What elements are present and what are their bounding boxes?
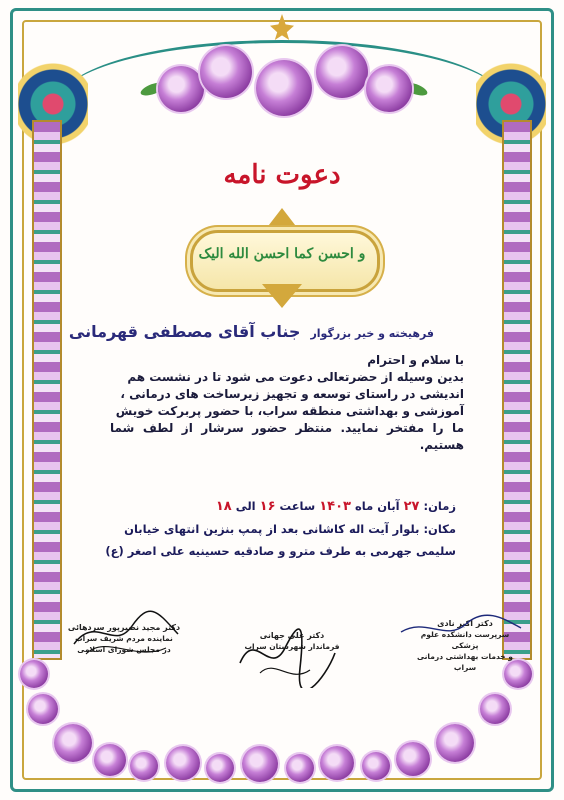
- place-line-2: سلیمی جهرمی به طرف مترو و صادقیه حسینیه علی اصغر (ع): [105, 544, 456, 558]
- flower-icon: [256, 60, 312, 116]
- signer-role: سرپرست دانشکده علوم پزشکی: [420, 630, 510, 650]
- flower-icon: [158, 66, 204, 112]
- event-time: [104, 495, 456, 518]
- flower-icon: [200, 46, 252, 98]
- hour-from: ۱۶: [259, 499, 276, 514]
- body-line: اندیشی در راستای توسعه و تجهیز زیرساخت های درمانی ،: [120, 387, 464, 401]
- event-year: ۱۴۰۳: [319, 499, 351, 514]
- signer-name: دکتر اکبر نادی: [437, 619, 493, 628]
- signature-scribble: [396, 612, 526, 652]
- quran-verse: و احسن کما احسن الله الیک: [198, 246, 366, 262]
- addressee-prefix: فرهیخته و خیر بزرگوار: [310, 327, 434, 340]
- hour-label: ساعت: [279, 499, 316, 513]
- side-pillar-right: [502, 120, 532, 660]
- side-pillar-left: [32, 120, 62, 660]
- body-line: آموزشی و بهداشتی منطقه سراب، با حضور پربرکت خویش: [115, 404, 464, 418]
- time-label: زمان:: [423, 499, 456, 513]
- top-flower-bouquet: [140, 40, 430, 120]
- signer-role: نماینده مردم شریف سراب: [75, 634, 173, 643]
- flower-icon: [366, 66, 412, 112]
- flower-icon: [316, 46, 368, 98]
- signer-name: دکتر مجید نصیرپور سردهائی: [67, 623, 181, 632]
- addressee: [69, 322, 434, 341]
- body-line: بدین وسیله از حضرتعالی دعوت می شود تا در نشست هم: [127, 370, 464, 384]
- body-line: ما را مفتخر نمایید. منتظر حضور سرشار از لطف شما هستیم.: [110, 421, 464, 452]
- hour-to-label: الی: [235, 499, 256, 513]
- hour-to: ۱۸: [215, 499, 232, 514]
- signer-name: دکتر علی جهانی: [259, 631, 325, 640]
- signature-scribble: [230, 618, 340, 688]
- addressee-name: جناب آقای مصطفی قهرمانی: [68, 322, 301, 341]
- signer-role: فرماندار شهرستان سراب: [244, 642, 340, 651]
- verse-medallion: [180, 208, 384, 308]
- signer-role: در مجلس شورای اسلامی: [77, 645, 171, 654]
- signer-role: و خدمات بهداشتی درمانی سراب: [417, 652, 513, 672]
- event-day: ۲۷: [403, 499, 420, 514]
- medallion-bottom-ornament: [262, 284, 302, 308]
- place-line-1: بلوار آیت اله کاشانی بعد از پمپ بنزین انتهای خیابان: [124, 522, 420, 536]
- invitation-body: [110, 352, 464, 454]
- document-title: دعوت نامه: [223, 160, 341, 190]
- place-label: مکان:: [423, 522, 456, 536]
- signature-scribble: [66, 604, 186, 664]
- event-month: آبان ماه: [354, 499, 400, 513]
- event-details: [104, 495, 456, 562]
- event-place: [104, 518, 456, 540]
- greeting: با سلام و احترام: [367, 353, 464, 367]
